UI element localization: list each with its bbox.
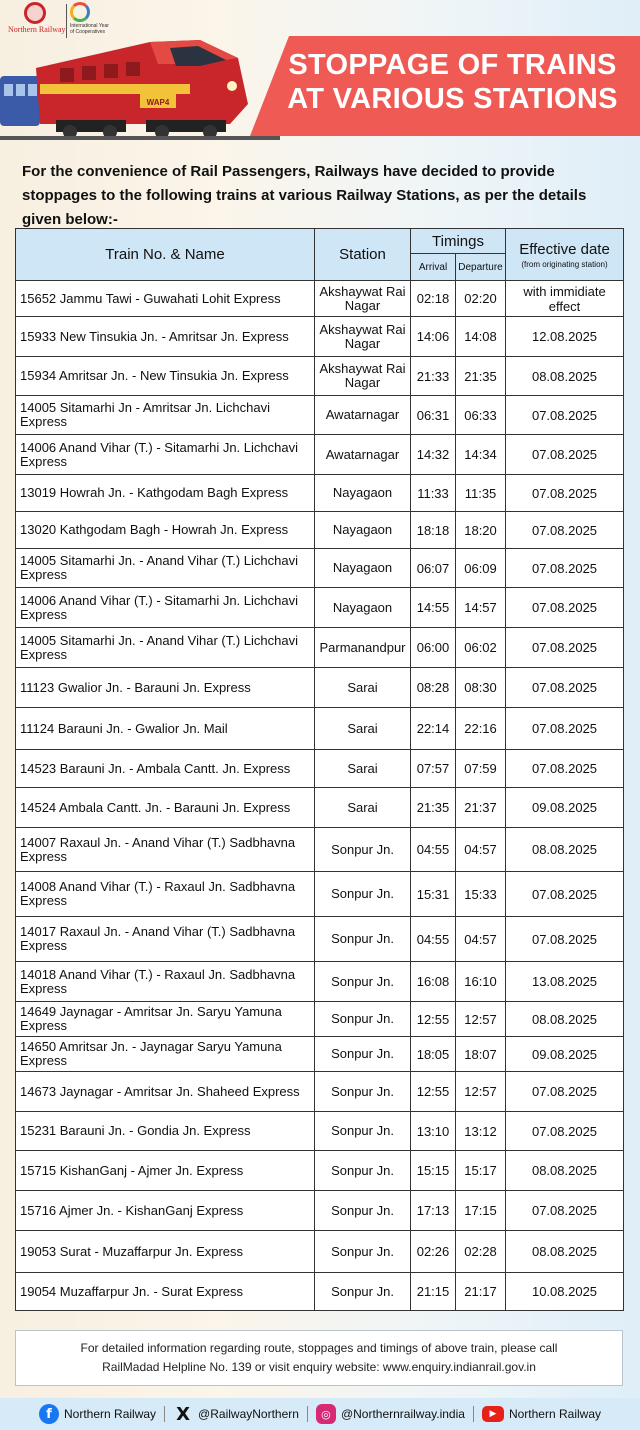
effective-date-cell: 07.08.2025	[506, 396, 624, 435]
arrival-cell: 06:07	[411, 549, 456, 588]
effective-date-cell: 07.08.2025	[506, 475, 624, 512]
arrival-cell: 14:32	[411, 435, 456, 475]
intro-text: For the convenience of Rail Passengers, Railways have decided to provide stoppages to the following trains at various Railway Stations, as per the details given below:-	[22, 163, 587, 228]
table-row	[16, 1273, 624, 1311]
train-cell: 13019 Howrah Jn. - Kathgodam Bagh Express	[16, 475, 315, 512]
station-cell: Sonpur Jn.	[315, 1072, 411, 1112]
effective-date-cell: 09.08.2025	[506, 788, 624, 828]
table-row	[16, 708, 624, 750]
train-cell: 14523 Barauni Jn. - Ambala Cantt. Jn. Express	[16, 750, 315, 788]
social-divider	[307, 1406, 308, 1422]
train-cell: 14006 Anand Vihar (T.) - Sitamarhi Jn. Lichchavi Express	[16, 588, 315, 628]
arrival-cell: 21:35	[411, 788, 456, 828]
departure-cell: 14:34	[456, 435, 506, 475]
social-instagram[interactable]	[316, 1404, 465, 1424]
locomotive-illustration	[0, 28, 280, 140]
station-cell: Nayagaon	[315, 588, 411, 628]
station-cell: Sonpur Jn.	[315, 1112, 411, 1151]
station-cell: Sarai	[315, 708, 411, 750]
train-cell: 14005 Sitamarhi Jn. - Anand Vihar (T.) Lichchavi Express	[16, 628, 315, 668]
table-body	[16, 281, 624, 1311]
logo-text: Northern Railway	[8, 25, 66, 34]
train-cell: 15934 Amritsar Jn. - New Tinsukia Jn. Express	[16, 357, 315, 396]
arrival-cell: 15:31	[411, 872, 456, 917]
station-cell: Akshaywat Rai Nagar	[315, 357, 411, 396]
arrival-cell: 21:33	[411, 357, 456, 396]
departure-cell: 04:57	[456, 828, 506, 872]
arrival-cell: 14:55	[411, 588, 456, 628]
table-row	[16, 872, 624, 917]
departure-cell: 12:57	[456, 1002, 506, 1037]
helpline-line-2: RailMadad Helpline No. 139 or visit enquiry website: www.enquiry.indianrail.gov.in	[102, 1360, 536, 1374]
train-cell: 14649 Jaynagar - Amritsar Jn. Saryu Yamuna Express	[16, 1002, 315, 1037]
table-row	[16, 917, 624, 962]
effective-date-cell: 07.08.2025	[506, 512, 624, 549]
effective-date-cell: 07.08.2025	[506, 549, 624, 588]
train-cell: 19054 Muzaffarpur Jn. - Surat Express	[16, 1273, 315, 1311]
table-row	[16, 1231, 624, 1273]
station-cell: Parmanandpur	[315, 628, 411, 668]
cooperatives-ring-icon	[70, 2, 90, 22]
title-line-2: AT VARIOUS STATIONS	[287, 83, 618, 115]
arrival-cell: 06:31	[411, 396, 456, 435]
cooperatives-logo-text: International Year of Cooperatives	[70, 23, 109, 35]
arrival-cell: 02:18	[411, 281, 456, 317]
train-cell: 14005 Sitamarhi Jn - Amritsar Jn. Lichchavi Express	[16, 396, 315, 435]
effective-date-cell: 07.08.2025	[506, 588, 624, 628]
train-cell: 15933 New Tinsukia Jn. - Amritsar Jn. Express	[16, 317, 315, 357]
table-row	[16, 1151, 624, 1191]
train-cell: 14008 Anand Vihar (T.) - Raxaul Jn. Sadbhavna Express	[16, 872, 315, 917]
table-row	[16, 588, 624, 628]
departure-cell: 18:20	[456, 512, 506, 549]
arrival-cell: 06:00	[411, 628, 456, 668]
effective-date-cell: 08.08.2025	[506, 1002, 624, 1037]
departure-cell: 14:08	[456, 317, 506, 357]
arrival-cell: 08:28	[411, 668, 456, 708]
effective-date-cell: with immidiate effect	[506, 281, 624, 317]
title-line-1: STOPPAGE OF TRAINS	[288, 49, 617, 81]
header-arrival: Arrival	[411, 254, 456, 281]
social-instagram-label: @Northernrailway.india	[340, 1407, 465, 1421]
arrival-cell: 17:13	[411, 1191, 456, 1231]
departure-cell: 15:17	[456, 1151, 506, 1191]
arrival-cell: 04:55	[411, 917, 456, 962]
table-row	[16, 828, 624, 872]
table-row	[16, 549, 624, 588]
social-divider	[164, 1406, 165, 1422]
youtube-icon: ▶	[482, 1406, 504, 1422]
station-cell: Sarai	[315, 788, 411, 828]
effective-date-cell: 08.08.2025	[506, 1231, 624, 1273]
departure-cell: 02:28	[456, 1231, 506, 1273]
station-cell: Sonpur Jn.	[315, 1273, 411, 1311]
header-train: Train No. & Name	[16, 229, 315, 281]
station-cell: Akshaywat Rai Nagar	[315, 317, 411, 357]
departure-cell: 07:59	[456, 750, 506, 788]
station-cell: Sonpur Jn.	[315, 1231, 411, 1273]
arrival-cell: 14:06	[411, 317, 456, 357]
arrival-cell: 18:05	[411, 1037, 456, 1072]
train-cell: 14650 Amritsar Jn. - Jaynagar Saryu Yamuna Express	[16, 1037, 315, 1072]
effective-date-cell: 10.08.2025	[506, 1273, 624, 1311]
effective-date-cell: 07.08.2025	[506, 668, 624, 708]
table-row	[16, 668, 624, 708]
station-cell: Sonpur Jn.	[315, 1002, 411, 1037]
train-cell: 11124 Barauni Jn. - Gwalior Jn. Mail	[16, 708, 315, 750]
social-facebook[interactable]	[39, 1404, 156, 1424]
train-cell: 15716 Ajmer Jn. - KishanGanj Express	[16, 1191, 315, 1231]
table-row	[16, 962, 624, 1002]
header-departure: Departure	[456, 254, 506, 281]
station-cell: Awatarnagar	[315, 396, 411, 435]
table-row	[16, 1002, 624, 1037]
table-row	[16, 435, 624, 475]
train-cell: 14007 Raxaul Jn. - Anand Vihar (T.) Sadbhavna Express	[16, 828, 315, 872]
effective-date-cell: 07.08.2025	[506, 750, 624, 788]
effective-date-cell: 07.08.2025	[506, 872, 624, 917]
arrival-cell: 16:08	[411, 962, 456, 1002]
social-x[interactable]	[173, 1404, 299, 1424]
departure-cell: 02:20	[456, 281, 506, 317]
page-title	[270, 48, 635, 116]
arrival-cell: 21:15	[411, 1273, 456, 1311]
table-row	[16, 1037, 624, 1072]
station-cell: Sonpur Jn.	[315, 828, 411, 872]
table-row	[16, 512, 624, 549]
header-effective-title: Effective date	[519, 240, 610, 258]
departure-cell: 22:16	[456, 708, 506, 750]
table-row	[16, 788, 624, 828]
station-cell: Nayagaon	[315, 512, 411, 549]
table-row	[16, 475, 624, 512]
table-row	[16, 750, 624, 788]
arrival-cell: 15:15	[411, 1151, 456, 1191]
x-icon: X	[176, 1403, 190, 1425]
train-cell: 14018 Anand Vihar (T.) - Raxaul Jn. Sadbhavna Express	[16, 962, 315, 1002]
social-youtube-label: Northern Railway	[508, 1407, 601, 1421]
departure-cell: 17:15	[456, 1191, 506, 1231]
arrival-cell: 07:57	[411, 750, 456, 788]
departure-cell: 21:17	[456, 1273, 506, 1311]
effective-date-cell: 07.08.2025	[506, 1191, 624, 1231]
social-divider	[473, 1406, 474, 1422]
departure-cell: 08:30	[456, 668, 506, 708]
table-row	[16, 1191, 624, 1231]
departure-cell: 21:37	[456, 788, 506, 828]
instagram-icon: ◎	[316, 1404, 336, 1424]
arrival-cell: 02:26	[411, 1231, 456, 1273]
coach-body	[0, 76, 40, 126]
arrival-cell: 12:55	[411, 1002, 456, 1037]
train-cell: 14524 Ambala Cantt. Jn. - Barauni Jn. Express	[16, 788, 315, 828]
train-cell: 15715 KishanGanj - Ajmer Jn. Express	[16, 1151, 315, 1191]
social-facebook-label: Northern Railway	[64, 1407, 157, 1421]
departure-cell: 16:10	[456, 962, 506, 1002]
train-cell: 13020 Kathgodam Bagh - Howrah Jn. Express	[16, 512, 315, 549]
departure-cell: 06:33	[456, 396, 506, 435]
departure-cell: 06:09	[456, 549, 506, 588]
effective-date-cell: 07.08.2025	[506, 435, 624, 475]
station-cell: Sarai	[315, 750, 411, 788]
social-bar	[0, 1398, 640, 1430]
table-row	[16, 628, 624, 668]
effective-date-cell: 12.08.2025	[506, 317, 624, 357]
station-cell: Sonpur Jn.	[315, 1191, 411, 1231]
effective-date-cell: 07.08.2025	[506, 708, 624, 750]
arrival-cell: 04:55	[411, 828, 456, 872]
station-cell: Sonpur Jn.	[315, 1037, 411, 1072]
train-cell: 15652 Jammu Tawi - Guwahati Lohit Express	[16, 281, 315, 317]
effective-date-cell: 09.08.2025	[506, 1037, 624, 1072]
helpline-line-1: For detailed information regarding route, stoppages and timings of above train, please call	[80, 1341, 558, 1355]
arrival-cell: 12:55	[411, 1072, 456, 1112]
social-youtube[interactable]	[482, 1406, 601, 1422]
railway-emblem-icon	[24, 2, 46, 24]
station-cell: Sonpur Jn.	[315, 962, 411, 1002]
locomotive-label: WAP4	[146, 98, 170, 107]
train-cell: 14006 Anand Vihar (T.) - Sitamarhi Jn. Lichchavi Express	[16, 435, 315, 475]
effective-date-cell: 08.08.2025	[506, 357, 624, 396]
station-cell: Sarai	[315, 668, 411, 708]
train-cell: 14005 Sitamarhi Jn. - Anand Vihar (T.) Lichchavi Express	[16, 549, 315, 588]
table-row	[16, 1112, 624, 1151]
departure-cell: 13:12	[456, 1112, 506, 1151]
station-cell: Akshaywat Rai Nagar	[315, 281, 411, 317]
arrival-cell: 18:18	[411, 512, 456, 549]
arrival-cell: 13:10	[411, 1112, 456, 1151]
departure-cell: 18:07	[456, 1037, 506, 1072]
effective-date-cell: 07.08.2025	[506, 628, 624, 668]
station-cell: Nayagaon	[315, 549, 411, 588]
departure-cell: 21:35	[456, 357, 506, 396]
departure-cell: 06:02	[456, 628, 506, 668]
header-station: Station	[315, 229, 411, 281]
train-cell: 19053 Surat - Muzaffarpur Jn. Express	[16, 1231, 315, 1273]
effective-date-cell: 08.08.2025	[506, 1151, 624, 1191]
table-row	[16, 317, 624, 357]
station-cell: Sonpur Jn.	[315, 872, 411, 917]
effective-date-cell: 07.08.2025	[506, 917, 624, 962]
table-row	[16, 396, 624, 435]
header-effective-date	[506, 229, 624, 281]
arrival-cell: 22:14	[411, 708, 456, 750]
helpline-info	[15, 1330, 623, 1386]
train-cell: 14017 Raxaul Jn. - Anand Vihar (T.) Sadbhavna Express	[16, 917, 315, 962]
station-cell: Sonpur Jn.	[315, 917, 411, 962]
header-timings: Timings	[411, 229, 506, 254]
station-cell: Nayagaon	[315, 475, 411, 512]
departure-cell: 12:57	[456, 1072, 506, 1112]
departure-cell: 04:57	[456, 917, 506, 962]
station-cell: Awatarnagar	[315, 435, 411, 475]
train-cell: 14673 Jaynagar - Amritsar Jn. Shaheed Express	[16, 1072, 315, 1112]
social-x-label: @RailwayNorthern	[198, 1407, 299, 1421]
arrival-cell: 11:33	[411, 475, 456, 512]
departure-cell: 15:33	[456, 872, 506, 917]
header	[0, 0, 640, 140]
table-row	[16, 1072, 624, 1112]
effective-date-cell: 07.08.2025	[506, 1112, 624, 1151]
stoppage-table	[15, 228, 624, 1311]
departure-cell: 14:57	[456, 588, 506, 628]
effective-date-cell: 07.08.2025	[506, 1072, 624, 1112]
table-row	[16, 281, 624, 317]
effective-date-cell: 13.08.2025	[506, 962, 624, 1002]
departure-cell: 11:35	[456, 475, 506, 512]
train-cell: 15231 Barauni Jn. - Gondia Jn. Express	[16, 1112, 315, 1151]
table-row	[16, 357, 624, 396]
header-effective-note: (from originating station)	[521, 259, 608, 269]
effective-date-cell: 08.08.2025	[506, 828, 624, 872]
station-cell: Sonpur Jn.	[315, 1151, 411, 1191]
train-cell: 11123 Gwalior Jn. - Barauni Jn. Express	[16, 668, 315, 708]
facebook-icon: f	[39, 1404, 59, 1424]
